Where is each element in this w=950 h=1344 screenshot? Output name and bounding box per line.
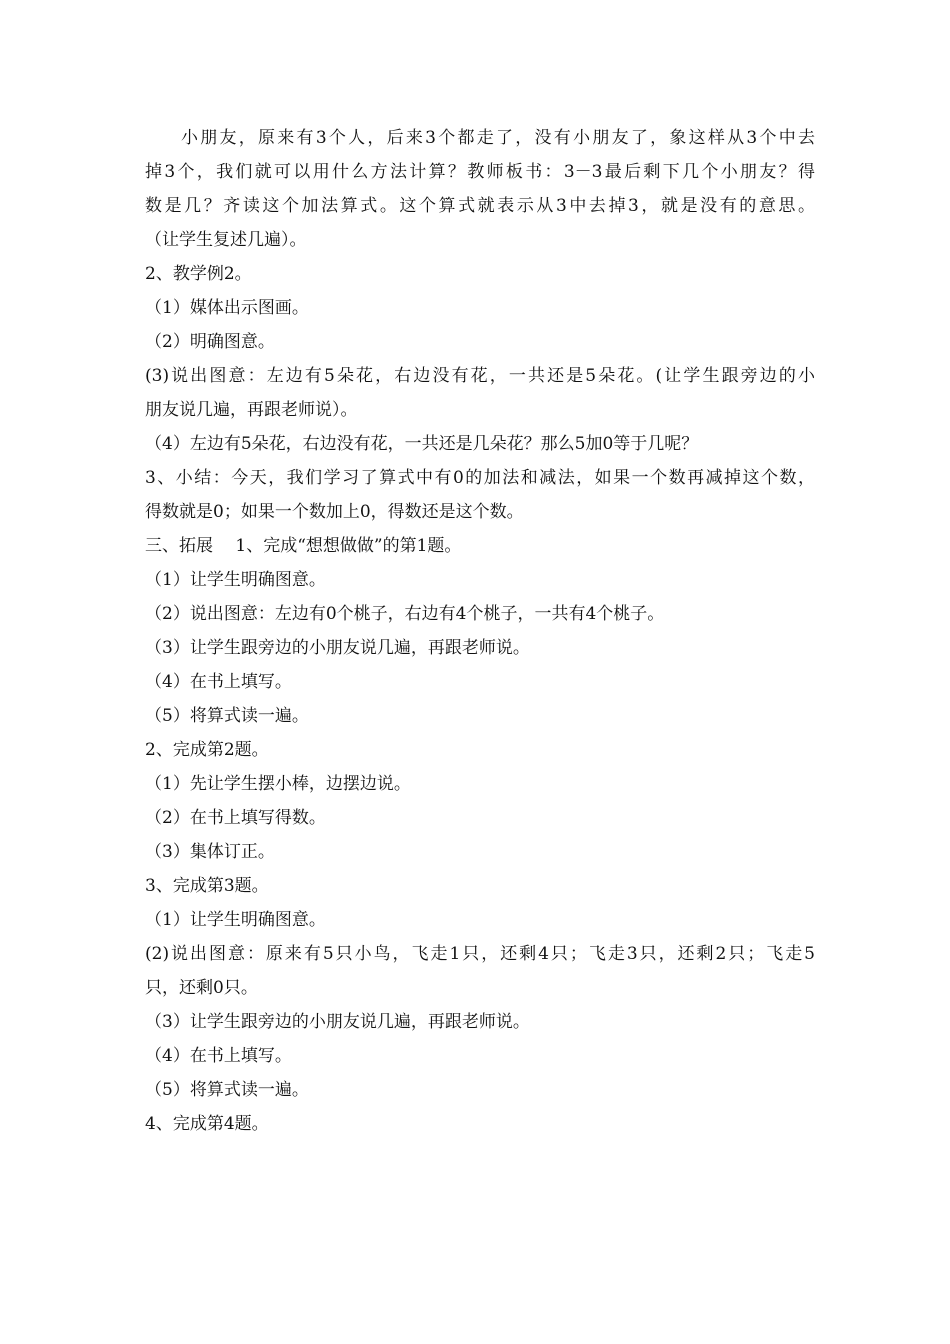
section-heading: 2、教学例2。 [145, 264, 252, 284]
section-heading: 4、完成第4题。 [145, 1114, 269, 1134]
list-item: （5）将算式读一遍。 [145, 706, 309, 726]
paragraph-line: 只，还剩0只。 [145, 978, 258, 998]
list-item: （4）在书上填写。 [145, 672, 292, 692]
list-item: （1）媒体出示图画。 [145, 298, 309, 318]
paragraph-line: 掉3个，我们就可以用什么方法计算？教师板书：3－3最后剩下几个小朋友？得 [145, 162, 815, 182]
list-item: （3）集体订正。 [145, 842, 275, 862]
paragraph-line: 小朋友，原来有3个人，后来3个都走了，没有小朋友了，象这样从3个中去 [181, 128, 815, 148]
paragraph-line: （让学生复述几遍）。 [145, 230, 307, 250]
list-item: （2）明确图意。 [145, 332, 275, 352]
paragraph-line: 数是几？齐读这个加法算式。这个算式就表示从3中去掉3，就是没有的意思。 [145, 196, 815, 216]
list-item: （5）将算式读一遍。 [145, 1080, 309, 1100]
list-item: （4）左边有5朵花，右边没有花，一共还是几朵花？那么5加0等于几呢？ [145, 434, 699, 454]
document-body [145, 121, 815, 1141]
section-heading: 2、完成第2题。 [145, 740, 269, 760]
paragraph-line: 朋友说几遍，再跟老师说）。 [145, 400, 358, 420]
list-item: （3）让学生跟旁边的小朋友说几遍，再跟老师说。 [145, 1012, 530, 1032]
list-item: （2）在书上填写得数。 [145, 808, 326, 828]
section-heading: 3、完成第3题。 [145, 876, 269, 896]
list-item: （3）让学生跟旁边的小朋友说几遍，再跟老师说。 [145, 638, 530, 658]
list-item: （4）在书上填写。 [145, 1046, 292, 1066]
section-heading: 3、小结：今天，我们学习了算式中有0的加法和减法，如果一个数再减掉这个数， [145, 468, 815, 488]
list-item: （1）让学生明确图意。 [145, 910, 326, 930]
paragraph-line: 得数就是0；如果一个数加上0，得数还是这个数。 [145, 502, 524, 522]
section-heading: 三、拓展 1、完成“想想做做”的第1题。 [145, 536, 462, 556]
list-item: (2)说出图意：原来有5只小鸟，飞走1只，还剩4只；飞走3只，还剩2只；飞走5 [145, 944, 815, 964]
list-item: （1）让学生明确图意。 [145, 570, 326, 590]
list-item: (3)说出图意：左边有5朵花，右边没有花，一共还是5朵花。(让学生跟旁边的小 [145, 366, 815, 386]
list-item: （2）说出图意：左边有0个桃子，右边有4个桃子，一共有4个桃子。 [145, 604, 665, 624]
list-item: （1）先让学生摆小棒，边摆边说。 [145, 774, 411, 794]
